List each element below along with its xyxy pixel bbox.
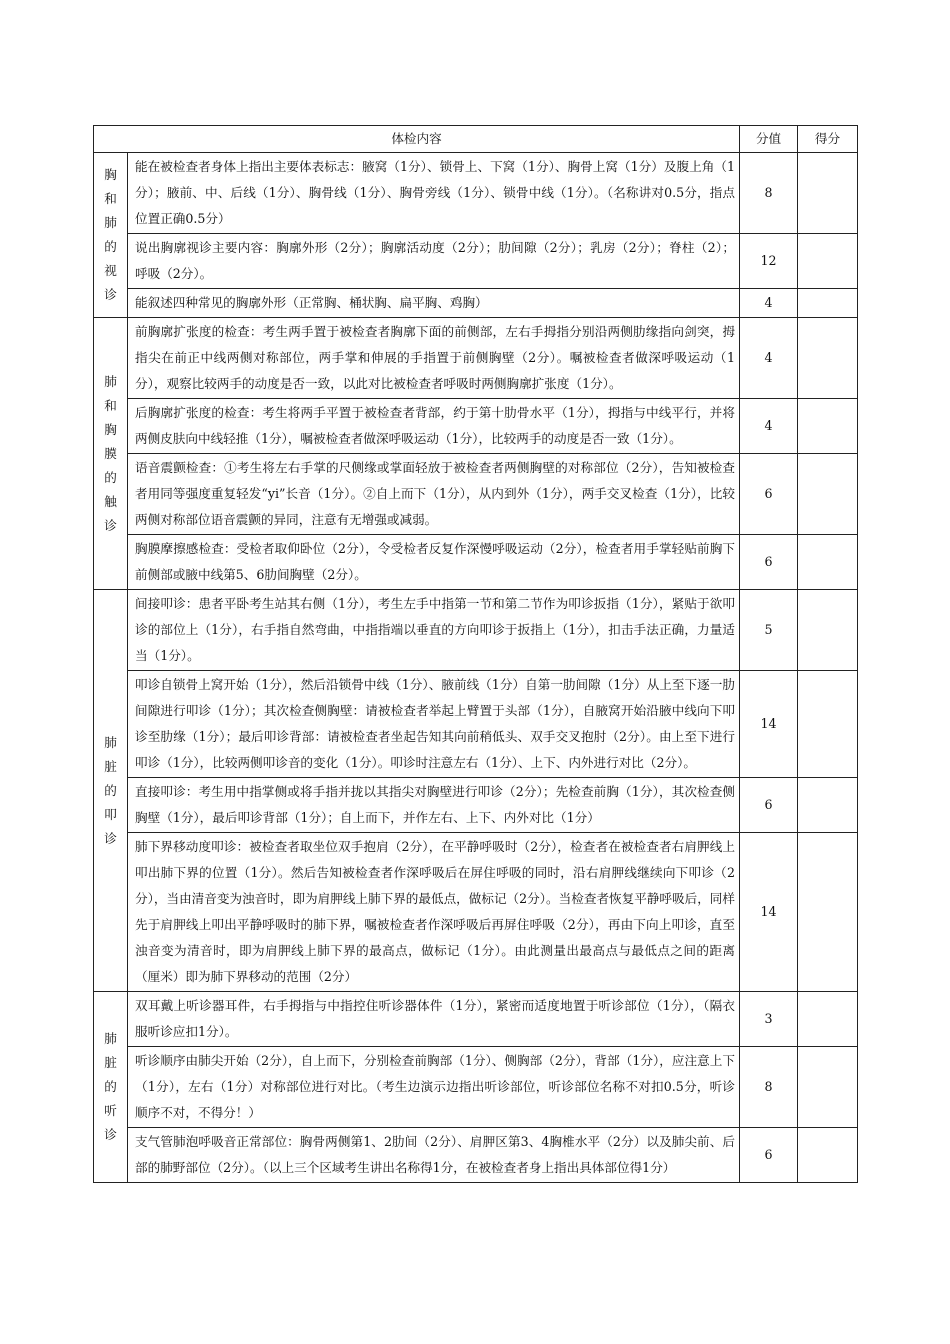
table-row	[94, 992, 858, 1047]
category-char: 视	[104, 263, 117, 278]
category-char: 和	[104, 191, 117, 206]
category-char: 肺	[104, 215, 117, 230]
item-score: 3	[740, 992, 798, 1047]
table-header-row	[94, 126, 858, 153]
item-score: 8	[740, 1047, 798, 1128]
category-char: 膜	[104, 445, 117, 461]
table-body	[94, 153, 858, 1183]
category-char: 诊	[104, 287, 117, 302]
obtained-score-cell[interactable]	[798, 1047, 858, 1128]
category-char: 的	[104, 469, 117, 485]
table-row	[94, 1128, 858, 1183]
section-category	[94, 992, 128, 1183]
item-score: 14	[740, 671, 798, 778]
category-char: 诊	[104, 1127, 117, 1142]
item-content: 说出胸廓视诊主要内容：胸廓外形（2分）；胸廓活动度（2分）；肋间隙（2分）；乳房（2分）；脊柱（2）；呼吸（2分）。	[128, 234, 740, 289]
table-row	[94, 318, 858, 399]
category-char: 的	[104, 239, 117, 254]
obtained-score-cell[interactable]	[798, 1128, 858, 1183]
table-row	[94, 399, 858, 454]
item-content: 双耳戴上听诊器耳件，右手拇指与中指控住听诊器体件（1分），紧密而适度地置于听诊部位（1分），（隔衣服听诊应扣1分）。	[128, 992, 740, 1047]
table-row	[94, 454, 858, 535]
obtained-score-cell[interactable]	[798, 153, 858, 234]
item-content: 能在被检查者身体上指出主要体表标志：腋窝（1分）、锁骨上、下窝（1分）、胸骨上窝（1分）及腹上角（1分）；腋前、中、后线（1分）、胸骨线（1分）、胸骨旁线（1分）、锁骨中线（1分）。（名称讲对0.5分，指点位置正确0.5分）	[128, 153, 740, 234]
header-content: 体检内容	[94, 126, 740, 153]
category-char: 肺	[104, 1031, 117, 1046]
obtained-score-cell[interactable]	[798, 535, 858, 590]
category-char: 肺	[104, 734, 117, 750]
item-score: 12	[740, 234, 798, 289]
category-char: 胸	[104, 421, 117, 437]
item-content: 听诊顺序由肺尖开始（2分），自上而下，分别检查前胸部（1分）、侧胸部（2分），背部（1分），应注意上下（1分），左右（1分）对称部位进行对比。（考生边演示边指出听诊部位，听诊部位名称不对扣0.5分，听诊顺序不对，不得分！）	[128, 1047, 740, 1128]
obtained-score-cell[interactable]	[798, 318, 858, 399]
category-char: 的	[104, 782, 117, 798]
table-row	[94, 778, 858, 833]
exam-table-container	[93, 125, 857, 1183]
item-score: 6	[740, 1128, 798, 1183]
obtained-score-cell[interactable]	[798, 590, 858, 671]
item-score: 6	[740, 454, 798, 535]
category-char: 叩	[104, 806, 117, 822]
category-char: 胸	[104, 167, 117, 182]
table-row	[94, 1047, 858, 1128]
category-char: 的	[104, 1079, 117, 1094]
item-score: 14	[740, 833, 798, 992]
item-score: 5	[740, 590, 798, 671]
obtained-score-cell[interactable]	[798, 992, 858, 1047]
item-score: 6	[740, 778, 798, 833]
item-content: 能叙述四种常见的胸廓外形（正常胸、桶状胸、扁平胸、鸡胸）	[128, 289, 740, 318]
header-score: 分值	[740, 126, 798, 153]
item-score: 6	[740, 535, 798, 590]
item-score: 8	[740, 153, 798, 234]
table-row	[94, 289, 858, 318]
category-char: 和	[104, 397, 117, 413]
category-char: 诊	[104, 517, 117, 533]
category-char: 听	[104, 1103, 117, 1118]
item-score: 4	[740, 318, 798, 399]
item-content: 间接叩诊：患者平卧考生站其右侧（1分），考生左手中指第一节和第二节作为叩诊扳指（1分），紧贴于欲叩诊的部位上（1分），右手指自然弯曲，中指指端以垂直的方向叩诊于扳指上（1分），扣击手法正确，力量适当（1分）。	[128, 590, 740, 671]
table-row	[94, 234, 858, 289]
item-content: 语音震颤检查：①考生将左右手掌的尺侧缘或掌面轻放于被检查者两侧胸壁的对称部位（2分），告知被检查者用同等强度重复轻发“yi”长音（1分）。②自上而下（1分），从内到外（1分），两手交叉检查（1分），比较两侧对称部位语音震颤的异同，注意有无增强或减弱。	[128, 454, 740, 535]
item-content: 直接叩诊：考生用中指掌侧或将手指并拢以其指尖对胸壁进行叩诊（2分）；先检查前胸（1分），其次检查侧胸壁（1分），最后叩诊背部（1分）；自上而下，并作左右、上下、内外对比（1分）	[128, 778, 740, 833]
item-content: 前胸廓扩张度的检查：考生两手置于被检查者胸廓下面的前侧部，左右手拇指分别沿两侧肋缘指向剑突，拇指尖在前正中线两侧对称部位，两手掌和伸展的手指置于前侧胸壁（2分）。嘱被检查者做深呼吸运动（1分），观察比较两手的动度是否一致，以此对比被检查者呼吸时两侧胸廓扩张度（1分）。	[128, 318, 740, 399]
exam-scoring-table	[93, 125, 858, 1183]
item-content: 胸膜摩擦感检查：受检者取仰卧位（2分），令受检者反复作深慢呼吸运动（2分），检查者用手掌轻贴前胸下前侧部或腋中线第5、6肋间胸壁（2分）。	[128, 535, 740, 590]
obtained-score-cell[interactable]	[798, 671, 858, 778]
table-row	[94, 671, 858, 778]
category-char: 肺	[104, 373, 117, 389]
table-row	[94, 833, 858, 992]
item-content: 肺下界移动度叩诊：被检查者取坐位双手抱肩（2分），在平静呼吸时（2分），检查者在被检查者右肩胛线上叩出肺下界的位置（1分）。然后告知被检查者作深呼吸后在屏住呼吸的同时，沿右肩胛线继续向下叩诊（2分），当由清音变为浊音时，即为肩胛线上肺下界的最低点，做标记（2分）。当检查者恢复平静呼吸后，同样先于肩胛线上叩出平静呼吸时的肺下界，嘱被检查者作深呼吸后再屏住呼吸（2分），再由下向上叩诊，直至浊音变为清音时，即为肩胛线上肺下界的最高点，做标记（1分）。由此测量出最高点与最低点之间的距离（厘米）即为肺下界移动的范围（2分）	[128, 833, 740, 992]
table-row	[94, 153, 858, 234]
section-category	[94, 590, 128, 992]
section-category	[94, 318, 128, 590]
table-row	[94, 590, 858, 671]
item-content: 叩诊自锁骨上窝开始（1分），然后沿锁骨中线（1分）、腋前线（1分）自第一肋间隙（1分）从上至下逐一肋间隙进行叩诊（1分）；其次检查侧胸壁：请被检查者举起上臂置于头部（1分），自腋窝开始沿腋中线向下叩诊至肋缘（1分）；最后叩诊背部：请被检查者坐起告知其向前稍低头、双手交叉抱肘（2分）。由上至下进行叩诊（1分），比较两侧叩诊音的变化（1分）。叩诊时注意左右（1分）、上下、内外进行对比（2分）。	[128, 671, 740, 778]
category-char: 脏	[104, 758, 117, 774]
category-char: 触	[104, 493, 117, 509]
obtained-score-cell[interactable]	[798, 289, 858, 318]
obtained-score-cell[interactable]	[798, 833, 858, 992]
item-score: 4	[740, 399, 798, 454]
obtained-score-cell[interactable]	[798, 399, 858, 454]
table-row	[94, 535, 858, 590]
obtained-score-cell[interactable]	[798, 454, 858, 535]
category-char: 脏	[104, 1055, 117, 1070]
item-content: 后胸廓扩张度的检查：考生将两手平置于被检查者背部，约于第十肋骨水平（1分），拇指与中线平行，并将两侧皮肤向中线轻推（1分），嘱被检查者做深呼吸运动（1分），比较两手的动度是否一致（1分）。	[128, 399, 740, 454]
section-category	[94, 153, 128, 318]
item-score: 4	[740, 289, 798, 318]
header-obtained: 得分	[798, 126, 858, 153]
obtained-score-cell[interactable]	[798, 234, 858, 289]
category-char: 诊	[104, 830, 117, 846]
obtained-score-cell[interactable]	[798, 778, 858, 833]
item-content: 支气管肺泡呼吸音正常部位：胸骨两侧第1、2肋间（2分）、肩胛区第3、4胸椎水平（2分）以及肺尖前、后部的肺野部位（2分）。（以上三个区域考生讲出名称得1分，在被检查者身上指出具体部位得1分）	[128, 1128, 740, 1183]
